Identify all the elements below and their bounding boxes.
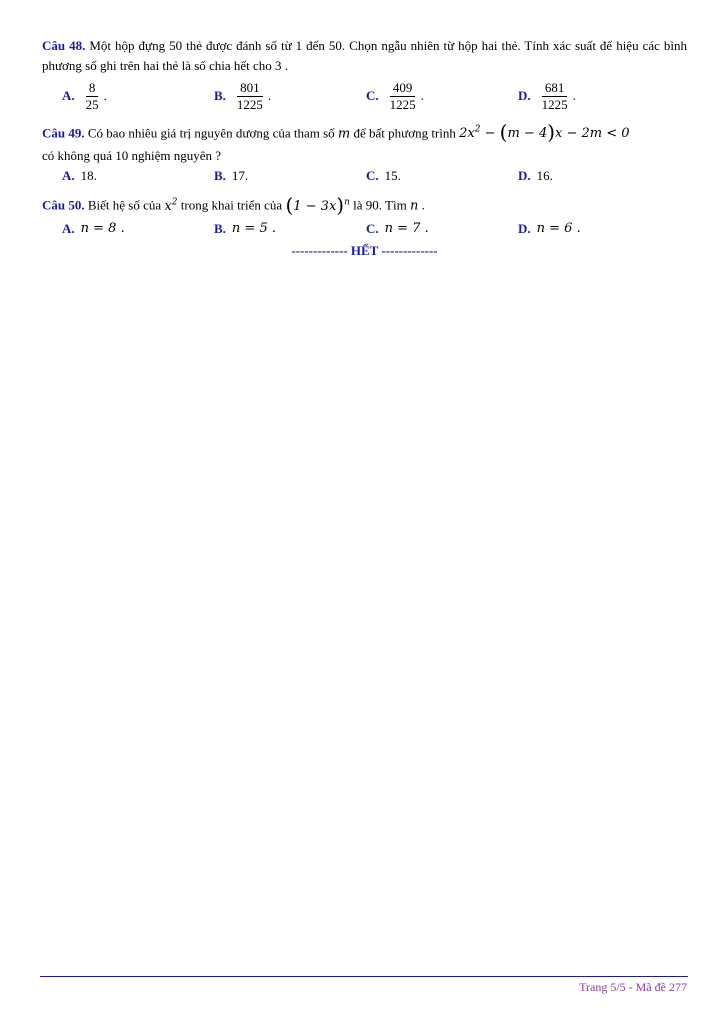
math-term	[164, 199, 177, 214]
option-tail: .	[420, 88, 424, 103]
question-text: Biết hệ số của	[84, 197, 165, 213]
option-b[interactable]	[214, 76, 271, 116]
inequality: $2x^2 - (m - 4)x - 2m < 0$	[459, 120, 630, 145]
option-value: 15.	[384, 168, 401, 184]
option-value: n = 7 .	[384, 220, 429, 236]
option-label: B.	[214, 168, 226, 184]
option-d[interactable]	[518, 219, 581, 239]
question-49-text	[42, 118, 687, 146]
option-value: n = 5 .	[231, 220, 276, 236]
question-49-text-cont: có không quá 10 nghiệm nguyên ?	[42, 148, 222, 164]
option-value: 16.	[536, 168, 553, 184]
option-a[interactable]	[62, 219, 125, 239]
question-label: Câu 48.	[42, 38, 86, 53]
option-value: 18.	[80, 168, 97, 184]
inequality-term: 2x	[459, 126, 475, 142]
options-row	[62, 76, 687, 116]
denominator: 25	[85, 96, 99, 112]
fraction	[387, 80, 419, 113]
question-48-text	[42, 36, 687, 76]
question-text: trong khai triển của	[177, 197, 286, 213]
fraction	[234, 80, 266, 113]
question-49	[42, 118, 687, 186]
option-label: B.	[214, 88, 226, 103]
fraction	[539, 80, 571, 113]
option-label: A.	[62, 220, 75, 236]
math-variable: n	[409, 198, 419, 214]
page-footer: Trang 5/5 - Mã đề 277	[579, 980, 687, 994]
inequality-term: x − 2m < 0	[555, 126, 630, 142]
option-tail: .	[572, 88, 576, 103]
inequality-term: m − 4	[507, 126, 548, 142]
term-base: x	[164, 198, 172, 214]
option-c[interactable]	[366, 166, 401, 186]
end-marker: ------------- HẾT -------------	[291, 242, 438, 258]
option-label: C.	[366, 220, 379, 236]
option-c[interactable]	[366, 76, 424, 116]
option-value: 17.	[231, 168, 249, 184]
denominator: 1225	[389, 96, 416, 112]
question-text: Một hộp đựng 50 thẻ được đánh số từ 1 đến 50. Chọn ngẫu nhiên từ hộp hai thẻ. Tính xác suất để hiệu các bình phương số ghi trên hai thẻ là số chia hết cho 3 .	[42, 38, 687, 73]
question-label: Câu 49.	[42, 125, 85, 141]
question-text: Có bao nhiêu giá trị nguyên dương của tham số	[84, 125, 338, 141]
exponent: n	[344, 197, 350, 208]
options-row	[62, 219, 687, 239]
math-variable: m	[337, 126, 351, 142]
option-label: C.	[366, 168, 379, 184]
option-label: D.	[518, 220, 531, 236]
option-tail: .	[267, 88, 272, 103]
options-row	[62, 166, 687, 186]
question-50	[42, 190, 687, 238]
option-d[interactable]	[518, 76, 576, 116]
footer-divider	[40, 976, 688, 977]
option-label: D.	[518, 88, 531, 103]
option-value: n = 6 .	[536, 220, 581, 236]
expression-body: 1 − 3x	[293, 198, 337, 214]
numerator: 8	[86, 80, 99, 97]
option-label: B.	[214, 220, 226, 236]
question-text: .	[418, 197, 425, 213]
option-b[interactable]	[214, 219, 276, 239]
option-a[interactable]	[62, 76, 107, 116]
fraction	[83, 80, 102, 113]
question-text: để bất phương trình	[350, 125, 460, 141]
numerator: 409	[390, 80, 416, 97]
question-50-text	[42, 190, 687, 218]
option-tail: .	[103, 88, 107, 103]
question-label: Câu 50.	[42, 197, 85, 213]
option-c[interactable]	[366, 219, 429, 239]
exponent: 2	[474, 125, 481, 135]
exam-content	[42, 36, 687, 261]
option-label: A.	[62, 88, 75, 103]
option-label: C.	[366, 88, 379, 103]
option-b[interactable]	[214, 166, 248, 186]
question-text: là 90. Tìm	[349, 197, 410, 213]
option-d[interactable]	[518, 166, 553, 186]
inequality-term: −	[480, 126, 500, 142]
option-label: A.	[62, 168, 75, 184]
math-expression: $(1 - 3x)^n$	[285, 192, 350, 217]
option-label: D.	[518, 168, 531, 184]
option-value: n = 8 .	[80, 220, 125, 236]
exponent: 2	[171, 197, 178, 208]
numerator: 681	[542, 80, 568, 97]
denominator: 1225	[541, 96, 568, 112]
denominator: 1225	[236, 96, 263, 112]
numerator: 801	[237, 80, 263, 97]
option-a[interactable]	[62, 166, 97, 186]
question-48	[42, 36, 687, 116]
